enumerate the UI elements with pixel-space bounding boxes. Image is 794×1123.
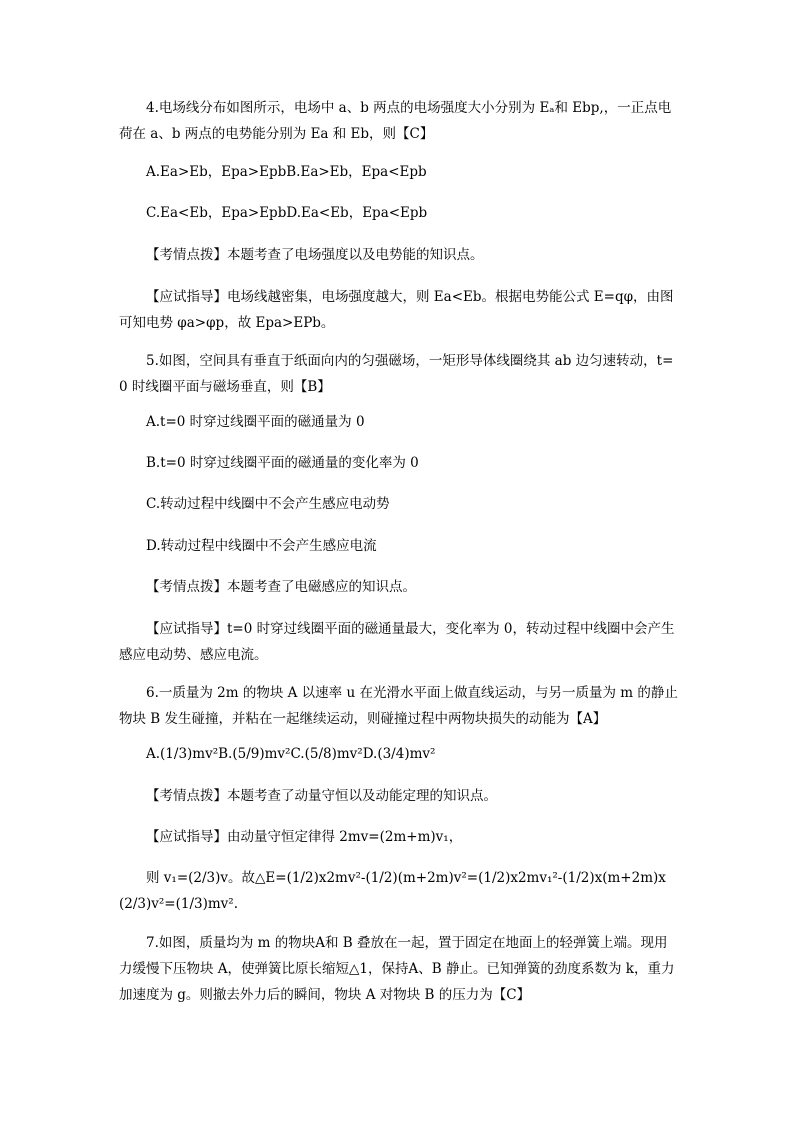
question-6-solution: 则 v₁=(2/3)v。故△E=(1/2)x2mv²-(1/2)(m+2m)v²=(1/2)x2mv₁²-(1/2)x(m+2m)x(2/3)v²=(1/3)mv². bbox=[119, 870, 666, 912]
question-5-option-d: D.转动过程中线圈中不会产生感应电流 bbox=[146, 538, 377, 554]
question-6-stem: 6.一质量为 2m 的物块 A 以速率 u 在光滑水平面上做直线运动，与另一质量为 m 的静止物块 B 发生碰撞，并粘在一起继续运动，则碰撞过程中两物块损失的动能为【A】 bbox=[119, 685, 678, 727]
question-7-stem: 7.如图，质量均为 m 的物块A和 B 叠放在一起，置于固定在地面上的轻弹簧上端。现用力缓慢下压物块 A，使弹簧比原长缩短△1，保持A、B 静止。已知弹簧的劲度系数为 k，重力加速度为 g。则撤去外力后的瞬间，物块 A 对物块 B 的压力为【C】 bbox=[119, 935, 675, 1003]
question-5-stem: 5.如图，空间具有垂直于纸面向内的匀强磁场，一矩形导体线圈绕其 ab 边匀速转动，t=0 时线圈平面与磁场垂直，则【B】 bbox=[119, 353, 674, 395]
question-4-options-ab: A.Ea>Eb，Epa>EpbB.Ea>Eb，Epa<Epb bbox=[146, 164, 427, 180]
question-6-options: A.(1/3)mv²B.(5/9)mv²C.(5/8)mv²D.(3/4)mv² bbox=[146, 746, 436, 762]
question-6-analysis: 【考情点拨】本题考查了动量守恒以及动能定理的知识点。 bbox=[146, 788, 497, 804]
question-5-guidance: 【应试指导】t=0 时穿过线圈平面的磁通量最大，变化率为 0，转动过程中线圈中会产生感应电动势、感应电流。 bbox=[119, 621, 675, 663]
question-5-analysis: 【考情点拨】本题考查了电磁感应的知识点。 bbox=[146, 579, 416, 595]
question-5-option-a: A.t=0 时穿过线圈平面的磁通量为 0 bbox=[146, 414, 365, 430]
question-6-guidance: 【应试指导】由动量守恒定律得 2mv=(2m+m)v₁， bbox=[146, 829, 463, 845]
question-4-options-cd: C.Ea<Eb，Epa>EpbD.Ea<Eb，Epa<Epb bbox=[146, 205, 428, 221]
question-4-analysis: 【考情点拨】本题考查了电场强度以及电势能的知识点。 bbox=[146, 247, 484, 263]
question-5-option-c: C.转动过程中线圈中不会产生感应电动势 bbox=[146, 496, 390, 512]
question-4-guidance: 【应试指导】电场线越密集，电场强度越大，则 Ea<Eb。根据电势能公式 E=qφ，由图可知电势 φa>φp，故 Epa>EPb。 bbox=[119, 289, 674, 331]
question-4-stem: 4.电场线分布如图所示，电场中 a、b 两点的电场强度大小分别为 Eₐ和 Ebp,，一正点电荷在 a、b 两点的电势能分别为 Ea 和 Eb，则【C】 bbox=[119, 100, 672, 142]
question-5-option-b: B.t=0 时穿过线圈平面的磁通量的变化率为 0 bbox=[146, 455, 419, 471]
